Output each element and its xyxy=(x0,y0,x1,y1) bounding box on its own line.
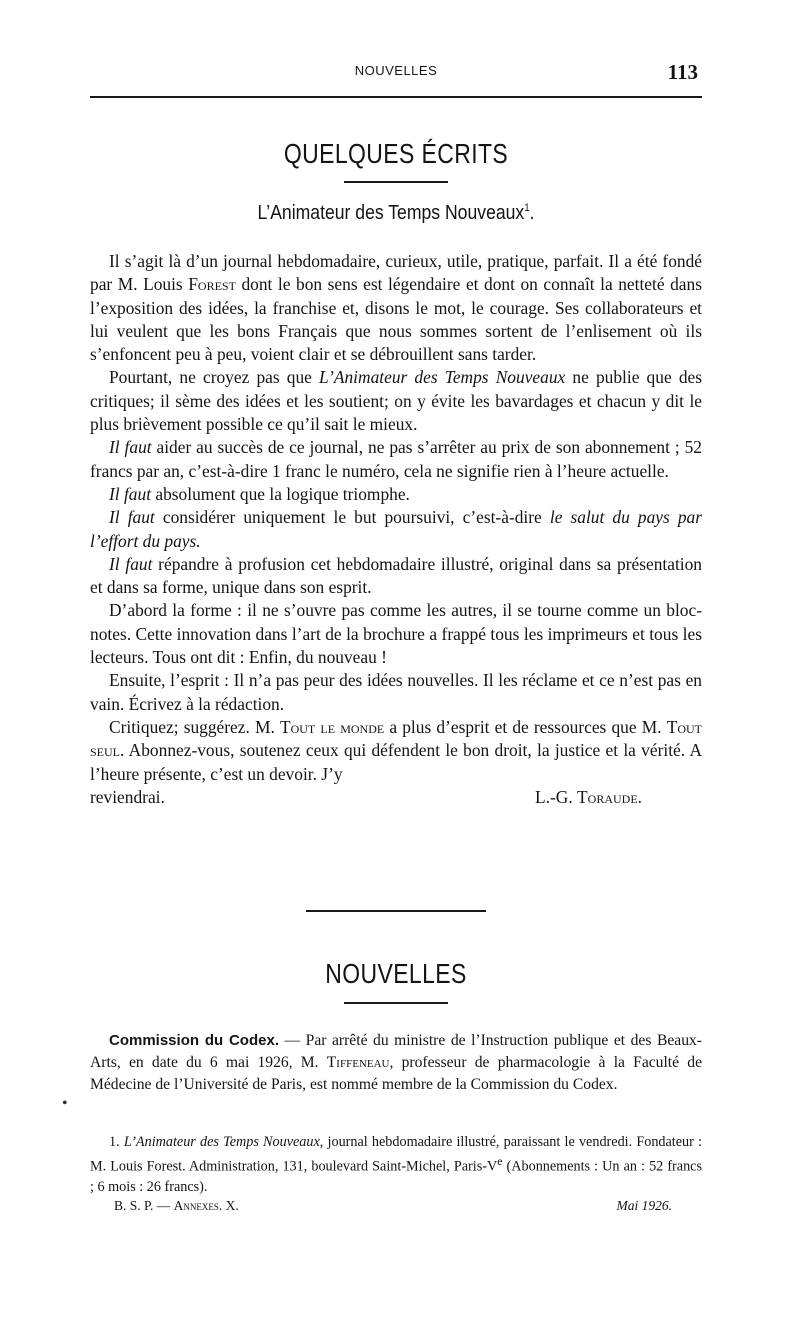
signature-name: Toraude. xyxy=(577,786,642,807)
small-caps-run: Tout seul xyxy=(90,716,702,761)
closing-word: reviendrai. xyxy=(90,786,165,807)
italic-run: Il faut xyxy=(109,553,153,574)
article-paragraph xyxy=(90,436,702,483)
text-run: absolument que la logique triomphe. xyxy=(151,483,410,504)
footnote-paragraph xyxy=(90,1133,702,1197)
article-paragraph xyxy=(90,716,702,786)
italic-run: Il faut xyxy=(109,483,152,504)
footnote xyxy=(90,1133,702,1197)
article-title-text: L’Animateur des Temps Nouveaux xyxy=(257,202,525,224)
footnote-sup: e xyxy=(497,1154,503,1169)
small-caps-run: Forest xyxy=(188,274,236,295)
text-run: . Abonnez-vous, soutenez ceux qui défendent le bon droit, la justice et la vérité. A l’heure présente, c’est un devoir. J’y xyxy=(90,740,702,784)
italic-run: Il faut xyxy=(109,437,152,458)
page-number: 113 xyxy=(667,60,698,84)
footer-left-suffix: . X. xyxy=(218,1198,239,1213)
article-paragraph xyxy=(90,483,702,506)
text-run: dont le bon sens est légendaire et dont on connaît la netteté dans l’exposition des idées, la franchise et, disons le mot, le courage. Ses collaborateurs et lui veulent que les bons Français que nous sommes sortent de l’enlisement où ils s’enfoncent peu à peu, voient clair et se débrouillent sans tarder. xyxy=(90,274,702,365)
signature-line xyxy=(90,786,702,809)
section-title-quelques-ecrits: QUELQUES ÉCRITS xyxy=(283,138,509,169)
article-paragraphs xyxy=(90,250,702,786)
small-caps-run: Tout le monde xyxy=(279,716,385,737)
footer-left-prefix: B. S. P. — xyxy=(114,1198,174,1213)
footnote-ref: 1 xyxy=(524,202,530,214)
news-item xyxy=(90,1030,702,1095)
article-paragraph xyxy=(90,250,702,366)
running-head-title: NOUVELLES xyxy=(354,63,438,78)
footnote-text: , journal hebdomadaire illustré, paraissant le vendredi. Fondateur : M. Louis Forest. Administration, 131, boulevard Saint-Michel, Paris-V xyxy=(90,1134,702,1176)
title-underline-rule xyxy=(344,181,448,183)
news-text: — Par arrêté du ministre de l’Instruction publique et des Beaux-Arts, en date du 6 mai 1926, M. xyxy=(90,1032,702,1071)
header-rule xyxy=(90,96,702,98)
page-footer xyxy=(90,1198,702,1218)
text-run: Ensuite, l’esprit : Il n’a pas peur des idées nouvelles. Il les réclame et ce n’est pas en vain. Écrivez à la rédaction. xyxy=(90,670,702,714)
section-separator-rule xyxy=(306,910,486,912)
text-run: Critiquez; suggérez. M. xyxy=(109,716,280,737)
news-text-2: , professeur de pharmacologie à la Faculté de Médecine de l’Université de Paris, est nommé membre de la Commission du Codex. xyxy=(90,1053,702,1093)
section-title-nouvelles: NOUVELLES xyxy=(325,958,467,989)
text-run: a plus d’esprit et de ressources que M. xyxy=(384,716,667,737)
italic-run: Il faut xyxy=(109,507,155,528)
text-run: Pourtant, ne croyez pas que xyxy=(109,367,320,388)
text-run: répandre à profusion cet hebdomadaire illustré, original dans sa présentation et dans sa forme, unique dans son esprit. xyxy=(90,553,703,598)
footnote-title: L’Animateur des Temps Nouveaux xyxy=(123,1134,320,1150)
margin-dot: • xyxy=(62,1095,68,1112)
text-run: ne publie que des critiques; il sème des idées et les soutient; on y évite les bavardages et chacun y dit le plus brièvement possible ce qu’il sait le mieux. xyxy=(90,367,702,435)
news-person: Tiffeneau xyxy=(326,1053,390,1071)
article-paragraph xyxy=(90,506,702,553)
article-body xyxy=(90,250,702,809)
text-run: aider au succès de ce journal, ne pas s’arrêter au prix de son abonnement ; 52 francs par an, c’est-à-dire 1 franc le numéro, cela ne signifie rien à l’heure actuelle. xyxy=(90,437,702,481)
nouvelles-underline-rule xyxy=(344,1002,448,1004)
footer-left xyxy=(114,1198,239,1214)
text-run: considérer uniquement le but poursuivi, c’est-à-dire xyxy=(154,507,550,528)
page xyxy=(62,0,703,1325)
news-heading: Commission du Codex. xyxy=(109,1032,279,1049)
footnote-text-2: (Abonnements : Un an : 52 francs ; 6 mois : 26 francs). xyxy=(90,1159,702,1195)
article-paragraph xyxy=(90,553,702,600)
footer-date: Mai 1926. xyxy=(616,1198,672,1213)
text-run: Il s’agit là d’un journal hebdomadaire, curieux, utile, pratique, parfait. Il a été fondé par M. Louis xyxy=(90,251,702,295)
article-title: L’Animateur des Temps Nouveaux$^1$. xyxy=(257,202,535,224)
article-paragraph xyxy=(90,366,702,436)
running-head xyxy=(90,60,702,86)
italic-run: L’Animateur des Temps Nouveaux xyxy=(319,367,566,388)
article-paragraph xyxy=(90,669,702,716)
signature xyxy=(535,786,642,809)
text-run: D’abord la forme : il ne s’ouvre pas comme les autres, il se tourne comme un bloc-notes. Cette innovation dans l’art de la brochure a frappé tous les imprimeurs et tous les lecteurs. Tous ont dit : Enfin, du nouveau ! xyxy=(90,600,702,668)
footer-left-sc: Annexes xyxy=(173,1198,219,1213)
footnote-number: 1. xyxy=(109,1134,120,1150)
article-paragraph xyxy=(90,599,702,669)
italic-run: le salut du pays par l’effort du pays. xyxy=(90,507,702,551)
news-paragraph xyxy=(90,1030,702,1095)
signature-initials: L.-G. xyxy=(535,786,578,807)
